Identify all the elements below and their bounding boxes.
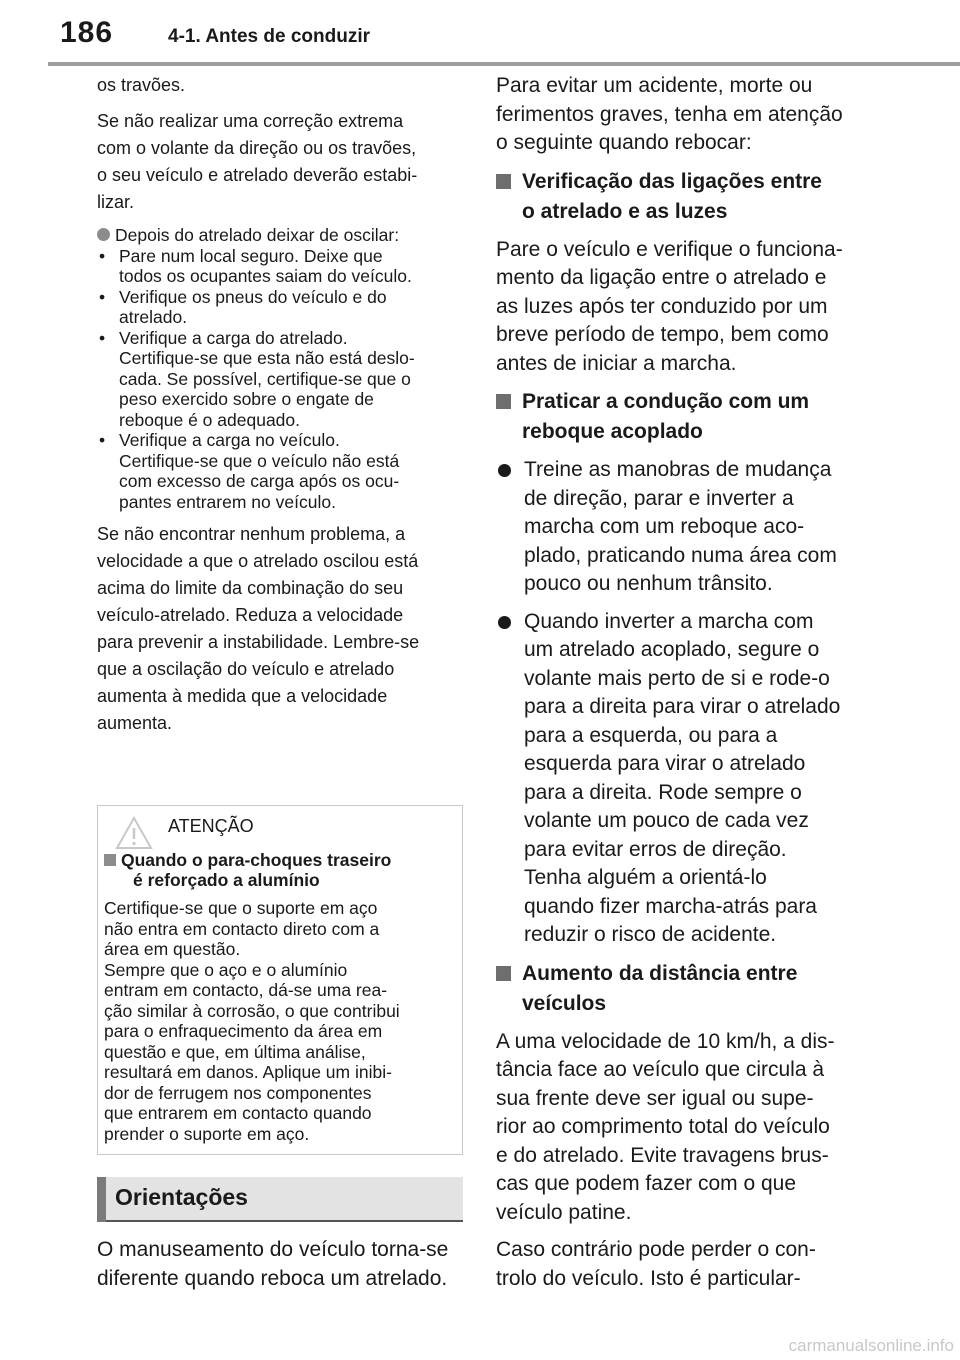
- square-bullet-icon: [496, 174, 511, 189]
- text-line: lizar.: [97, 192, 135, 212]
- text-line: Verifique a carga do atrelado.: [119, 327, 348, 348]
- text-line: questão e que, em última análise,: [104, 1041, 366, 1062]
- left-paragraph-1: os travões.: [97, 75, 186, 95]
- right-column: [496, 72, 866, 1302]
- text-line: veículos: [522, 991, 607, 1015]
- text-line: o atrelado e as luzes: [522, 199, 728, 223]
- orientacoes-paragraph: [97, 1235, 469, 1293]
- text-line: aumenta.: [97, 713, 173, 733]
- text-line: entram em contacto, dá-se uma rea-: [104, 980, 388, 1000]
- text-line: é reforçado a alumínio: [133, 870, 320, 890]
- warning-triangle-icon: [115, 816, 153, 850]
- text-line: acima do limite da combinação do seu: [97, 578, 404, 598]
- section-heading-text: Orientações: [115, 1184, 248, 1210]
- watermark: carmanualsonline.info: [788, 1336, 954, 1355]
- sub-list-item: [97, 430, 467, 512]
- subheading-aumento: [496, 959, 866, 1019]
- bullet-dot-icon: [498, 464, 511, 477]
- text-line: ção similar à corrosão, o que contribui: [104, 1000, 400, 1021]
- text-line: Se não realizar uma correção extrema: [97, 111, 404, 131]
- text-line: pantes entrarem no veículo.: [119, 491, 336, 512]
- sub-list-item: [97, 328, 467, 431]
- text-line: Treine as manobras de mudança: [524, 458, 832, 481]
- text-line: Verifique os pneus do veículo e do: [119, 286, 387, 307]
- text-line: o seu veículo e atrelado deverão estabi-: [97, 165, 418, 185]
- text-line: ferimentos graves, tenha em atenção: [496, 102, 843, 126]
- text-line: com excesso de carga após os ocu-: [119, 471, 400, 491]
- text-line: não entra em contacto direto com a: [104, 918, 380, 939]
- heading-accent-bar: [97, 1177, 106, 1222]
- text-line: área em questão.: [104, 939, 241, 959]
- text-line: Quando o para-choques traseiro: [121, 850, 392, 870]
- circle-bullet-icon: [97, 228, 110, 241]
- text-line: Se não encontrar nenhum problema, a: [97, 524, 406, 544]
- text-line: que entrarem em contacto quando: [104, 1103, 372, 1123]
- bullet-item: [496, 608, 866, 950]
- text-line: A uma velocidade de 10 km/h, a dis-: [496, 1029, 835, 1053]
- text-line: peso exercido sobre o engate de: [119, 389, 374, 409]
- text-line: veículo-atrelado. Reduza a velocidade: [97, 605, 404, 625]
- text-line: Para evitar um acidente, morte ou: [496, 74, 813, 97]
- text-line: e do atrelado. Evite travagens brus-: [496, 1143, 829, 1167]
- text-line: Quando inverter a marcha com: [524, 609, 814, 633]
- text-line: O manuseamento do veículo torna-se: [97, 1238, 449, 1261]
- text-line: Pare num local seguro. Deixe que: [119, 245, 383, 266]
- text-line: marcha com um reboque aco-: [524, 515, 805, 538]
- bullet-icon: •: [99, 327, 106, 348]
- text-line: reduzir o risco de acidente.: [524, 923, 777, 946]
- text-line: para prevenir a instabilidade. Lembre-se: [97, 632, 420, 652]
- page-number: 186: [60, 16, 114, 49]
- text-line: todos os ocupantes saiam do veículo.: [119, 266, 412, 286]
- square-bullet-icon: [496, 394, 511, 409]
- text-line: tância face ao veículo que circula à: [496, 1058, 825, 1081]
- section-title: 4-1. Antes de conduzir: [168, 26, 370, 47]
- right-intro: [496, 72, 866, 158]
- bullet-icon: •: [99, 430, 106, 450]
- text-line: quando fizer marcha-atrás para: [524, 894, 817, 918]
- text-line: um atrelado acoplado, segure o: [524, 638, 820, 661]
- text-line: volante um pouco de cada vez: [524, 809, 809, 832]
- text-line: diferente quando reboca um atrelado.: [97, 1267, 448, 1290]
- header-rule: [48, 62, 960, 66]
- text-line: esquerda para virar o atrelado: [524, 752, 806, 775]
- section-heading-orientacoes: [97, 1177, 463, 1222]
- text-line: Caso contrário pode perder o con-: [496, 1238, 816, 1261]
- square-bullet-icon: [104, 854, 116, 866]
- text-line: Verificação das ligações entre: [522, 169, 822, 193]
- right-paragraph-3: [496, 1236, 866, 1293]
- warning-title: ATENÇÃO: [168, 816, 254, 836]
- text-line: Verifique a carga no veículo.: [119, 430, 340, 450]
- text-line: o seguinte quando rebocar:: [496, 131, 752, 154]
- text-line: plado, praticando numa área com: [524, 543, 837, 567]
- text-line: sua frente deve ser igual ou supe-: [496, 1086, 814, 1110]
- text-line: Pare o veículo e verifique o funciona-: [496, 237, 843, 261]
- text-line: que a oscilação do veículo e atrelado: [97, 659, 395, 679]
- text-line: de direção, parar e inverter a: [524, 486, 794, 510]
- bullet-item: [496, 456, 866, 599]
- circle-heading-text: Depois do atrelado deixar de oscilar:: [115, 225, 400, 245]
- text-line: Certifique-se que o veículo não está: [119, 450, 400, 471]
- text-line: aumenta à medida que a velocidade: [97, 686, 388, 706]
- warning-box: [97, 805, 463, 1155]
- text-line: veículo patine.: [496, 1200, 632, 1224]
- text-line: velocidade a que o atrelado oscilou está: [97, 551, 419, 571]
- text-line: dor de ferrugem nos componentes: [104, 1082, 372, 1103]
- text-line: rior ao comprimento total do veículo: [496, 1115, 830, 1138]
- page-header: [0, 0, 960, 66]
- subheading-verificacao: [496, 167, 866, 227]
- text-line: breve período de tempo, bem como: [496, 323, 829, 346]
- left-paragraph-2: [97, 108, 467, 216]
- text-line: Certifique-se que esta não está deslo-: [119, 348, 415, 368]
- text-line: atrelado.: [119, 307, 188, 327]
- text-line: Sempre que o aço e o alumínio: [104, 959, 348, 980]
- text-line: com o volante da direção ou os travões,: [97, 138, 417, 158]
- sub-list-item: [97, 246, 467, 287]
- text-line: resultará em danos. Aplique um inibi-: [104, 1062, 392, 1082]
- circle-bullet-heading: [97, 225, 467, 246]
- right-paragraph-1: [496, 236, 866, 379]
- text-line: cada. Se possível, certifique-se que o: [119, 368, 411, 389]
- text-line: mento da ligação entre o atrelado e: [496, 266, 827, 289]
- subheading-praticar: [496, 387, 866, 447]
- text-line: prender o suporte em aço.: [104, 1123, 310, 1144]
- text-line: Tenha alguém a orientá-lo: [524, 866, 767, 889]
- text-line: Aumento da distância entre: [522, 961, 798, 985]
- text-line: para o enfraquecimento da área em: [104, 1021, 383, 1041]
- bullet-icon: •: [99, 245, 106, 266]
- text-line: volante mais perto de si e rode-o: [524, 666, 830, 690]
- warning-subheading: [104, 850, 450, 890]
- square-bullet-icon: [496, 966, 511, 981]
- text-line: cas que podem fazer com o que: [496, 1172, 797, 1195]
- text-line: para a direita para virar o atrelado: [524, 695, 841, 718]
- left-paragraph-3: [97, 521, 467, 737]
- right-paragraph-2: [496, 1028, 866, 1228]
- bullet-dot-icon: [498, 616, 511, 629]
- text-line: Certifique-se que o suporte em aço: [104, 898, 378, 918]
- text-line: para a direita. Rode sempre o: [524, 780, 802, 804]
- text-line: antes de iniciar a marcha.: [496, 351, 737, 375]
- text-line: pouco ou nenhum trânsito.: [524, 572, 773, 595]
- warning-body: [104, 898, 454, 1144]
- bullet-icon: •: [99, 286, 106, 307]
- left-column: [97, 72, 467, 746]
- text-line: reboque é o adequado.: [119, 409, 300, 430]
- sub-list-item: [97, 287, 467, 328]
- text-line: trolo do veículo. Isto é particular-: [496, 1266, 801, 1290]
- text-line: Praticar a condução com um: [522, 390, 810, 413]
- text-line: para evitar erros de direção.: [524, 837, 787, 861]
- text-line: as luzes após ter conduzido por um: [496, 294, 828, 318]
- text-line: reboque acoplado: [522, 420, 703, 443]
- text-line: para a esquerda, ou para a: [524, 723, 778, 747]
